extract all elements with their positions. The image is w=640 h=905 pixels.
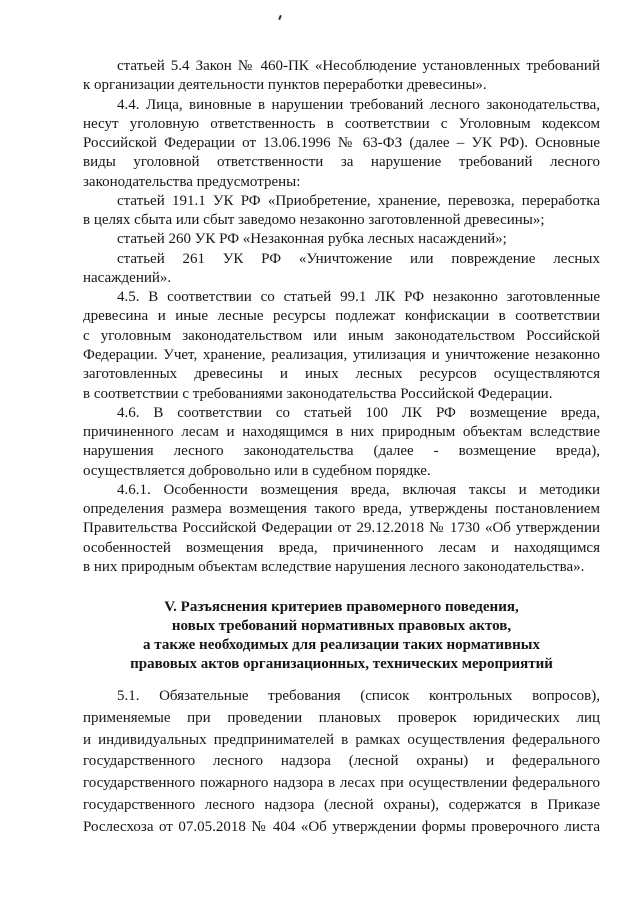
text-line: применяемые при проведении плановых проверок юридических лиц [83, 709, 600, 726]
paragraph-4-6 [83, 404, 600, 481]
text-line: Российской Федерации от 13.06.1996 № 63-ФЗ (далее – УК РФ). Основные [83, 135, 600, 152]
text-line: в них природным объектам вследствие нарушения лесного законодательства». [83, 558, 585, 575]
paragraph-4-4 [83, 96, 600, 192]
document-body [83, 57, 600, 577]
text-line: в целях сбыта или сбыт заведомо незаконно заготовленной древесины»; [83, 212, 545, 229]
text-line: государственного лесного надзора (лесной охраны), содержатся в Приказе [83, 797, 600, 814]
paragraph-continuation [83, 57, 600, 96]
text-line: статьей 5.4 Закон № 460-ПК «Несоблюдение установленных требований [117, 58, 600, 74]
text-line: особенностей возмещения вреда, причиненного лесам и находящимся [83, 539, 600, 556]
text-line: несут уголовную ответственность в соответствии с Уголовным кодексом [83, 115, 600, 132]
heading-line: а также необходимых для реализации таких нормативных [143, 637, 540, 653]
text-line: 4.4. Лица, виновные в нарушении требований лесного законодательства, [117, 96, 600, 113]
text-line: Рослесхоза от 07.05.2018 № 404 «Об утверждении формы проверочного листа [83, 818, 600, 835]
text-line: 4.6.1. Особенности возмещения вреда, включая таксы и методики [117, 481, 600, 498]
heading-line: новых требований нормативных правовых актов, [171, 618, 512, 634]
text-line: статьей 260 УК РФ «Незаконная рубка лесных насаждений»; [117, 231, 507, 248]
text-line: насаждений». [83, 269, 172, 286]
paragraph-4-5 [83, 288, 600, 404]
heading-line: правовых актов организационных, технических мероприятий [130, 656, 553, 672]
text-line: Федерации. Учет, хранение, реализация, утилизация и уничтожение незаконно [83, 346, 600, 363]
section-heading [83, 598, 600, 674]
list-item-article-191-1 [83, 192, 600, 231]
list-item-article-261 [83, 250, 600, 289]
text-line: причиненного лесам и находящимся в них природным объектам вследствие [83, 424, 600, 441]
text-line: нарушения лесного законодательства (далее - возмещение вреда), [83, 443, 600, 460]
paragraph-4-6-1 [83, 481, 600, 577]
text-line: Правительства Российской Федерации от 29.12.2018 № 1730 «Об утверждении [83, 520, 600, 537]
text-line: государственного пожарного надзора в лесах при осуществлении федерального [83, 775, 600, 792]
text-line: с уголовным законодательством или иным законодательством Российской [83, 327, 600, 344]
text-line: и индивидуальных предпринимателей в рамках осуществления федерального [83, 731, 600, 748]
text-line: 5.1. Обязательные требования (список контрольных вопросов), [117, 688, 600, 704]
text-line: заготовленных древесины и иных лесных ресурсов осуществляются [83, 366, 600, 383]
text-line: осуществляется добровольно или в судебном порядке. [83, 462, 431, 479]
text-line: государственного лесного надзора (лесной охраны) и федерального [83, 753, 600, 770]
text-line: статьей 191.1 УК РФ «Приобретение, хранение, перевозка, переработка [117, 192, 600, 209]
paragraph-5-1 [83, 686, 600, 839]
text-line: определения размера возмещения такого вреда, утверждены постановлением [83, 501, 600, 518]
scan-speck [278, 15, 282, 20]
text-line: древесина и иные лесные ресурсы подлежат конфискации в соответствии [83, 308, 600, 325]
text-line: к организации деятельности пунктов переработки древесины». [83, 77, 487, 94]
text-line: в соответствии с требованиями законодательства Российской Федерации. [83, 385, 553, 402]
text-line: виды уголовной ответственности за нарушение требований лесного [83, 154, 600, 171]
heading-line: V. Разъяснения критериев правомерного поведения, [164, 599, 519, 615]
text-line: 4.5. В соответствии со статьей 99.1 ЛК РФ незаконно заготовленные [117, 289, 600, 306]
text-line: законодательства предусмотрены: [83, 173, 301, 190]
text-line: 4.6. В соответствии со статьей 100 ЛК РФ возмещение вреда, [117, 404, 600, 421]
text-line: статьей 261 УК РФ «Уничтожение или повреждение лесных [117, 250, 600, 267]
list-item-article-260 [83, 230, 600, 249]
